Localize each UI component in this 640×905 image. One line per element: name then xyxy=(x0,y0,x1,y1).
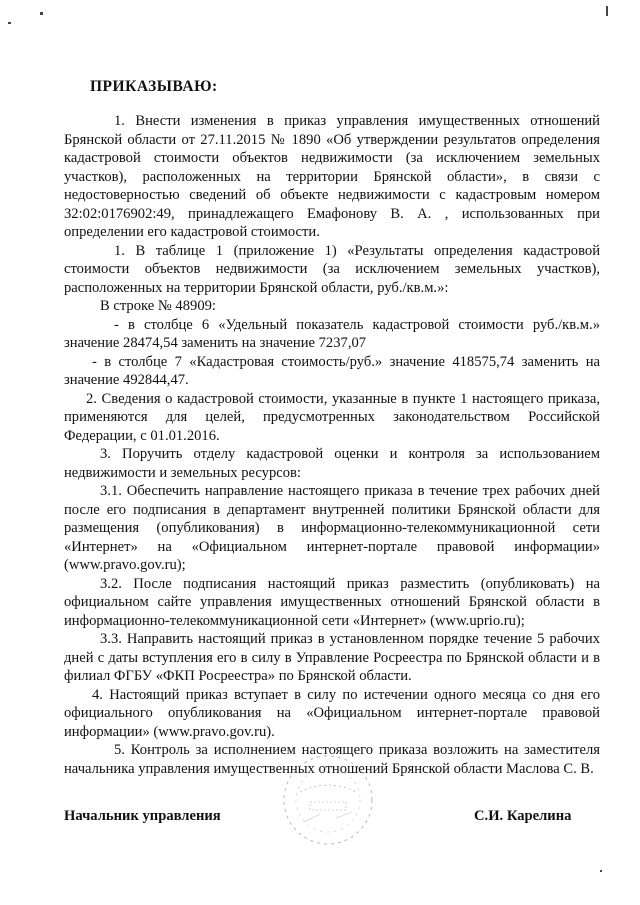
official-seal xyxy=(280,752,376,848)
scan-speck xyxy=(8,22,11,24)
scan-speck xyxy=(606,6,608,16)
paragraph-item-2: 2. Сведения о кадастровой стоимости, указанные в пункте 1 настоящего приказа, применяются для целей, предусмотренных законодательством Российской Федерации, с 01.01.2016. xyxy=(64,390,600,444)
paragraph-table-1: 1. В таблице 1 (приложение 1) «Результаты определения кадастровой стоимости объектов недвижимости (за исключением земельных участков), расположенных на территории Брянской области, руб./кв.м.»: xyxy=(64,242,600,296)
paragraph-item-3-2: 3.2. После подписания настоящий приказ разместить (опубликовать) на официальном сайте управления имущественных отношений Брянской области в информационно-телекоммуникационной сети «Интернет» (www.uprio.ru); xyxy=(64,575,600,629)
paragraph-item-3-1: 3.1. Обеспечить направление настоящего приказа в течение трех рабочих дней после его подписания в департамент внутренней политики Брянской области для размещения (опубликования) в информационно-телекоммуникационной сети «Интернет» на «Официальном интернет-портале правовой информации» (www.pravo.gov.ru); xyxy=(64,483,600,573)
order-heading: ПРИКАЗЫВАЮ: xyxy=(90,78,218,95)
scan-speck xyxy=(40,12,43,15)
paragraph-column-7: - в столбце 7 «Кадастровая стоимость/руб.» значение 418575,74 заменить на значение 492844,47. xyxy=(64,353,600,388)
paragraph-item-3-3: 3.3. Направить настоящий приказ в установленном порядке течение 5 рабочих дней с даты вступления его в силу в Управление Росреестра по Брянской области и в филиал ФГБУ «ФКП Росреестра» по Брянской области. xyxy=(64,631,600,684)
paragraph-item-5: 5. Контроль за исполнением настоящего приказа возложить на заместителя начальника управления имущественных отношений Брянской области Маслова С. В. xyxy=(64,742,600,777)
paragraph-item-3: 3. Поручить отделу кадастровой оценки и контроля за использованием недвижимости и земельных ресурсов: xyxy=(64,446,600,481)
scan-speck xyxy=(600,870,602,872)
paragraph-item-4: 4. Настоящий приказ вступает в силу по истечении одного месяца со дня его официального опубликования на «Официальном интернет-портале правовой информации» (www.pravo.gov.ru). xyxy=(64,686,600,740)
signatory-title: Начальник управления xyxy=(64,808,221,824)
order-body xyxy=(64,112,600,778)
paragraph-column-6: - в столбце 6 «Удельный показатель кадастровой стоимости руб./кв.м.» значение 28474,54 заменить на значение 7237,07 xyxy=(64,316,600,351)
paragraph-item-1: 1. Внести изменения в приказ управления имущественных отношений Брянской области от 27.11.2015 № 1890 «Об утверждении результатов определения кадастровой стоимости объектов недвижимости (за исключением земельных участков), расположенных на территории Брянской области», в связи с недостоверностью сведений об объекте недвижимости с кадастровым номером 32:02:0176902:49, принадлежащего Емафонову В. А. , использованных при определении его кадастровой стоимости. xyxy=(64,113,600,240)
paragraph-row-number: В строке № 48909: xyxy=(100,298,216,314)
signatory-name: С.И. Карелина xyxy=(474,808,572,824)
